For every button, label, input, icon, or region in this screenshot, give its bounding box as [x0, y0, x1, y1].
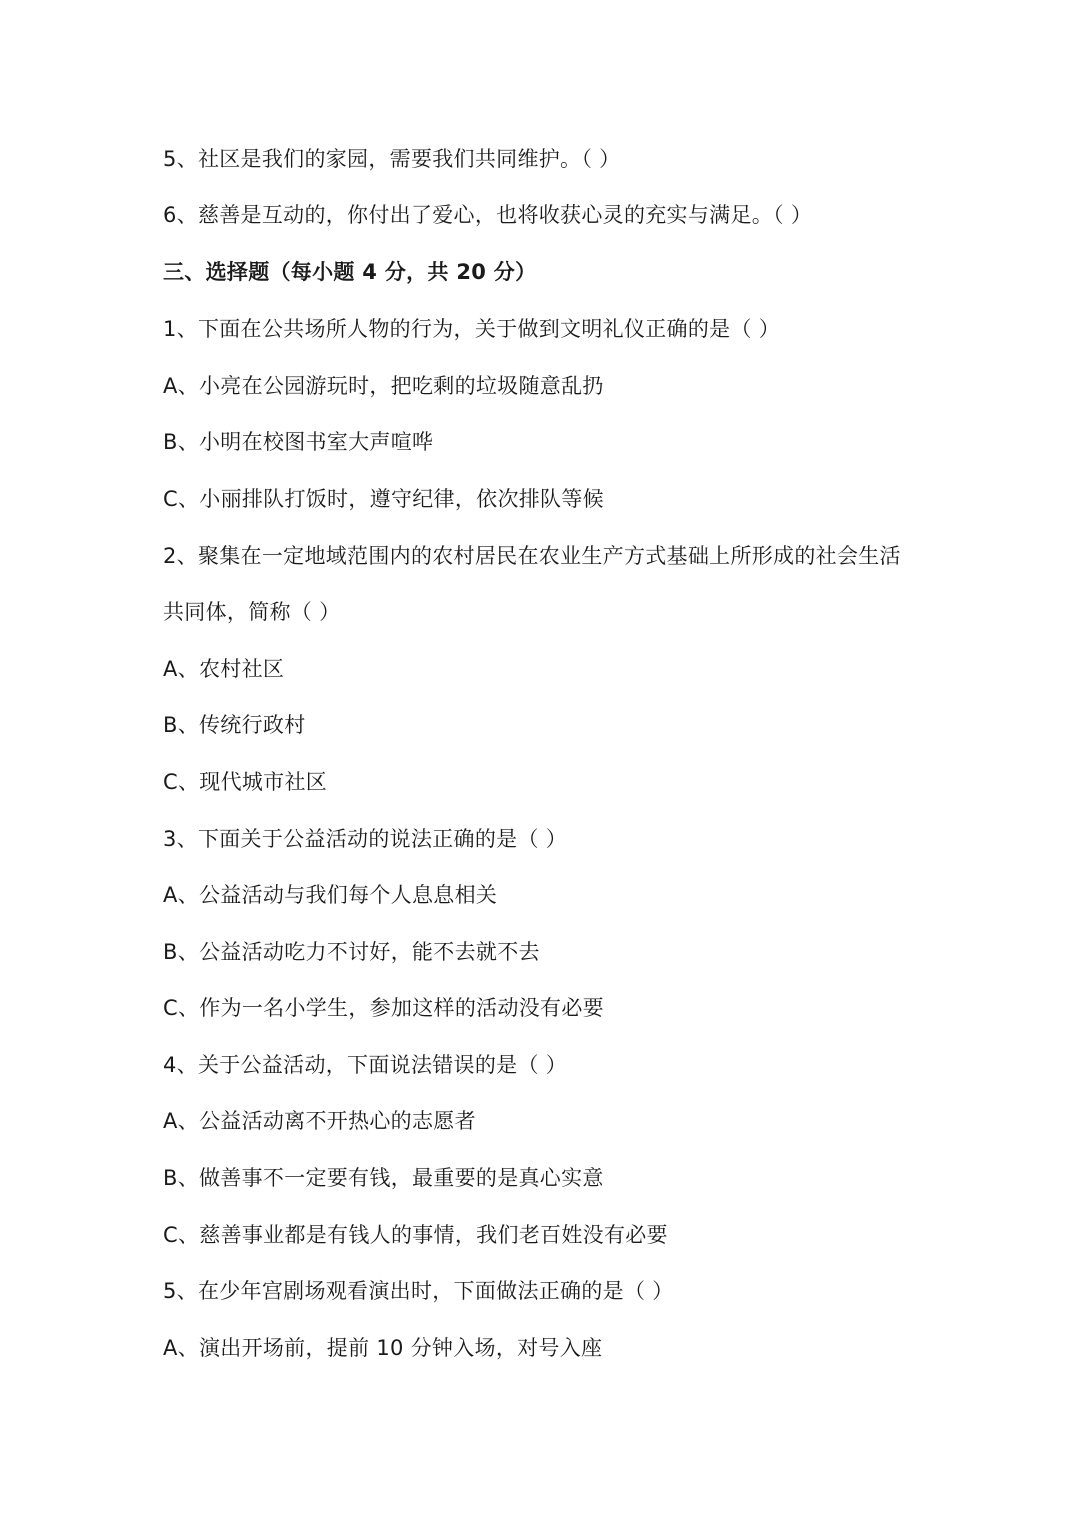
- mc-question-5: 5、在少年宫剧场观看演出时，下面做法正确的是（ ）: [163, 1279, 674, 1303]
- mc-question-2: 2、聚集在一定地域范围内的农村居民在农业生产方式基础上所形成的社会生活: [163, 544, 901, 568]
- q2-option-c: C、现代城市社区: [163, 770, 328, 794]
- q2-option-b: B、传统行政村: [163, 713, 306, 737]
- q3-option-c: C、作为一名小学生，参加这样的活动没有必要: [163, 996, 604, 1020]
- tf-question-6: 6、慈善是互动的，你付出了爱心，也将收获心灵的充实与满足。（ ）: [163, 203, 813, 227]
- q4-option-b: B、做善事不一定要有钱，最重要的是真心实意: [163, 1166, 604, 1190]
- q4-option-c: C、慈善事业都是有钱人的事情，我们老百姓没有必要: [163, 1223, 668, 1247]
- q1-option-a: A、小亮在公园游玩时，把吃剩的垃圾随意乱扔: [163, 374, 604, 398]
- tf-question-5: 5、社区是我们的家园，需要我们共同维护。（ ）: [163, 147, 621, 171]
- mc-question-4: 4、关于公益活动，下面说法错误的是（ ）: [163, 1053, 568, 1077]
- q1-option-c: C、小丽排队打饭时，遵守纪律，依次排队等候: [163, 487, 604, 511]
- q2-option-a: A、农村社区: [163, 657, 285, 681]
- section-heading: 三、选择题（每小题 4 分，共 20 分）: [163, 260, 537, 284]
- q3-option-b: B、公益活动吃力不讨好，能不去就不去: [163, 940, 540, 964]
- mc-question-3: 3、下面关于公益活动的说法正确的是（ ）: [163, 827, 568, 851]
- q4-option-a: A、公益活动离不开热心的志愿者: [163, 1109, 476, 1133]
- q1-option-b: B、小明在校图书室大声喧哗: [163, 430, 434, 454]
- q3-option-a: A、公益活动与我们每个人息息相关: [163, 883, 498, 907]
- q5-option-a: A、演出开场前，提前 10 分钟入场，对号入座: [163, 1336, 603, 1360]
- mc-question-1: 1、下面在公共场所人物的行为，关于做到文明礼仪正确的是（ ）: [163, 317, 781, 341]
- mc-question-2-cont: 共同体，简称（ ）: [163, 600, 341, 624]
